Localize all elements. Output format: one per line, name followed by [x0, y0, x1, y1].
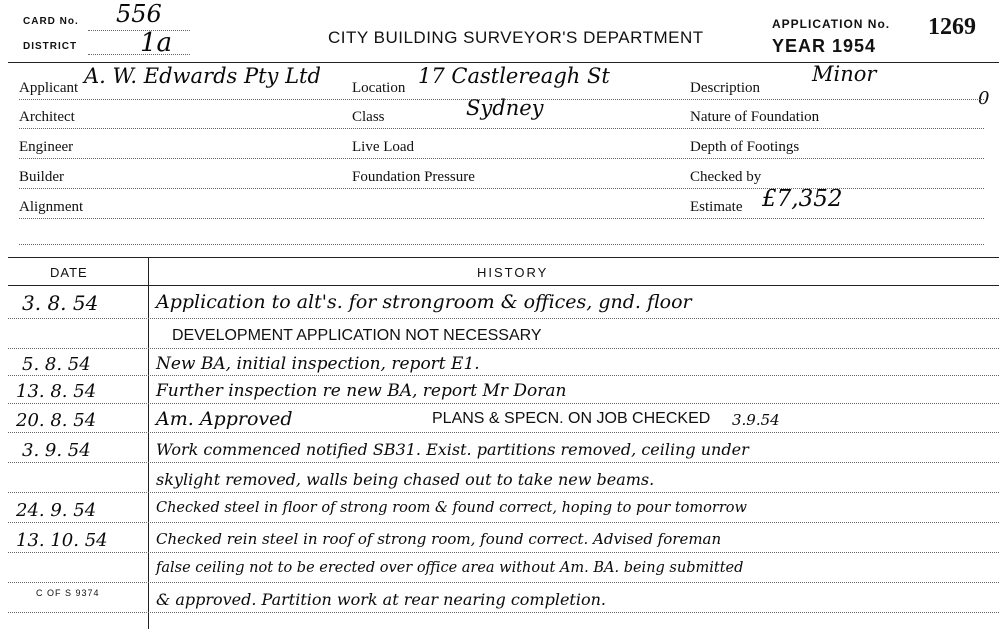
- checked-by-label: Checked by: [690, 169, 762, 185]
- history-entry: false ceiling not to be erected over office area without Am. BA. being submitted: [156, 560, 744, 576]
- nature-of-foundation-label: Nature of Foundation: [690, 109, 820, 125]
- location-value: 17 Castlereagh St: [418, 64, 610, 88]
- history-rule: [8, 522, 999, 523]
- history-rule: [8, 582, 999, 583]
- district-value: 1a: [140, 28, 173, 58]
- history-rule: [8, 403, 999, 404]
- district-label: DISTRICT: [23, 41, 78, 52]
- alignment-label: Alignment: [19, 199, 84, 215]
- date-header: DATE: [50, 265, 88, 280]
- history-rule: [8, 462, 999, 463]
- history-header-border: [8, 285, 999, 286]
- development-application-stamp: DEVELOPMENT APPLICATION NOT NECESSARY: [172, 327, 542, 344]
- history-rule: [8, 348, 999, 349]
- history-rule: [8, 492, 999, 493]
- history-entry: Application to alt's. for strongroom & offices, gnd. floor: [156, 291, 692, 313]
- architect-label: Architect: [19, 109, 75, 125]
- corner-mark: 0: [978, 88, 990, 109]
- applicant-value: A. W. Edwards Pty Ltd: [84, 64, 321, 88]
- card-no-value: 556: [116, 0, 162, 28]
- history-header: HISTORY: [477, 265, 549, 280]
- application-no-label: APPLICATION No.: [772, 17, 891, 31]
- history-rule: [8, 375, 999, 376]
- date-column-divider: [148, 257, 149, 629]
- history-entry: Checked steel in floor of strong room & found correct, hoping to pour tomorrow: [156, 500, 747, 516]
- row6-line: [19, 244, 984, 245]
- row3-line: [19, 158, 984, 159]
- history-top-border: [8, 257, 999, 258]
- plans-checked-stamp: PLANS & SPECN. ON JOB CHECKED: [432, 410, 711, 427]
- history-date: 24. 9. 54: [16, 500, 97, 521]
- history-date: 3. 9. 54: [22, 440, 91, 461]
- history-entry: & approved. Partition work at rear nearing completion.: [156, 590, 606, 609]
- history-entry: Work commenced notified SB31. Exist. partitions removed, ceiling under: [156, 440, 749, 459]
- history-entry: New BA, initial inspection, report E1.: [156, 354, 480, 374]
- history-rule: [8, 432, 999, 433]
- estimate-label: Estimate: [690, 199, 743, 215]
- card-no-label: CARD No.: [23, 16, 79, 27]
- card-no-line: [88, 30, 190, 31]
- row2-line: [19, 128, 984, 129]
- description-label: Description: [690, 80, 760, 96]
- history-entry: Checked rein steel in roof of strong room, found correct. Advised foreman: [156, 530, 722, 548]
- history-rule: [8, 612, 999, 613]
- class-value: Sydney: [466, 96, 544, 120]
- history-date: 13. 10. 54: [16, 530, 108, 551]
- builder-label: Builder: [19, 169, 64, 185]
- year-label: YEAR 1954: [772, 36, 877, 56]
- estimate-value: £7,352: [762, 186, 843, 212]
- history-date: 3. 8. 54: [22, 291, 99, 315]
- history-date: 5. 8. 54: [22, 354, 91, 375]
- history-date: 13. 8. 54: [16, 381, 97, 402]
- description-value: Minor: [812, 62, 877, 86]
- row5-line: [19, 218, 984, 219]
- live-load-label: Live Load: [352, 139, 415, 155]
- application-no-value: 1269: [928, 14, 976, 40]
- history-rule: [8, 552, 999, 553]
- history-rule: [8, 318, 999, 319]
- department-title: CITY BUILDING SURVEYOR'S DEPARTMENT: [328, 28, 704, 47]
- plans-checked-note: 3.9.54: [732, 411, 780, 429]
- history-entry: skylight removed, walls being chased out to take new beams.: [156, 470, 655, 489]
- engineer-label: Engineer: [19, 139, 74, 155]
- history-entry: Further inspection re new BA, report Mr Doran: [156, 381, 567, 401]
- history-date: 20. 8. 54: [16, 410, 97, 431]
- depth-of-footings-label: Depth of Footings: [690, 139, 800, 155]
- district-line: [88, 54, 190, 55]
- class-label: Class: [352, 109, 385, 125]
- form-code: C OF S 9374: [36, 588, 100, 598]
- applicant-label: Applicant: [19, 80, 79, 96]
- history-entry: Am. Approved: [156, 408, 293, 430]
- location-label: Location: [352, 80, 406, 96]
- foundation-pressure-label: Foundation Pressure: [352, 169, 475, 185]
